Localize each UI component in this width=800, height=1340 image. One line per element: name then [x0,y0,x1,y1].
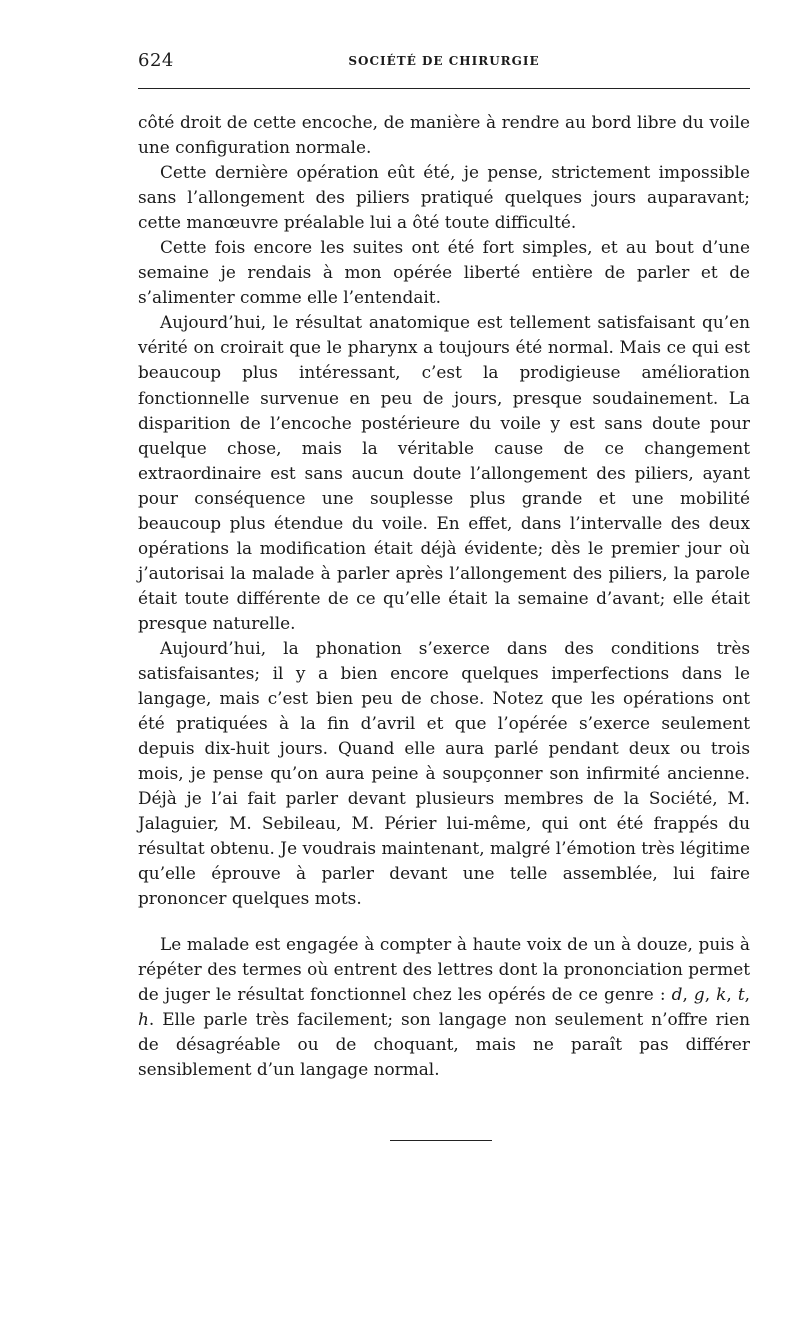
paragraph: côté droit de cette encoche, de manière à rendre au bord libre du voile une configuration normale. [138,112,750,158]
paragraph: Aujourd’hui, le résultat anatomique est tellement satisfaisant qu’en vérité on croirait que le pharynx a toujours été normal. Mais ce qui est beaucoup plus intéressant, c’est la prodigieuse amélioration fonctionnelle survenue en peu de jours, presque soudainement. La disparition de l’encoche postérieure du voile y est sans doute pour quelque chose, mais la véritable cause de ce changement extraordinaire est sans aucun doute l’allongement des piliers, ayant pour conséquence une souplesse plus grande et une mobilité beaucoup plus étendue du voile. En effet, dans l’intervalle des deux opérations la modification était déjà évidente; dès le premier jour où j’autorisai la malade à parler après l’allongement des piliers, la parole était toute différente de ce qu’elle était la semaine d’avant; elle était presque naturelle. [138,312,750,633]
paragraph: Cette fois encore les suites ont été fort simples, et au bout d’une semaine je rendais à mon opérée liberté entière de parler et de s’alimenter comme elle l’entendait. [138,237,750,308]
note-paragraph: Le malade est engagée à compter à haute voix de un à douze, puis à répéter des termes où entrent des lettres dont la prononciation permet de juger le résultat fonctionnel chez les opérés de ce genre : d, g, k, t, h. Elle parle très facilement; son langage non seulement n’offre rien de désagréable ou de choquant, mais ne paraît pas différer sensiblement d’un langage normal. [138,934,750,1080]
note-text-after: . Elle parle très facilement; son langage non seulement n’offre rien de désagréable ou de choquant, mais ne paraît pas différer sensiblement d’un langage normal. [138,1009,750,1080]
page-number: 624 [138,50,174,71]
paragraph: Aujourd’hui, la phonation s’exerce dans des conditions très satisfaisantes; il y a bien encore quelques imperfections dans le langage, mais c’est bien peu de chose. Notez que les opérations ont été pratiquées à la fin d’avril et que l’opérée s’exerce seulement depuis dix-huit jours. Quand elle aura parlé pendant deux ou trois mois, je pense qu’on aura peine à soupçonner son infirmité ancienne. Déjà je l’ai fait parler devant plusieurs membres de la Société, M. Jalaguier, M. Sebileau, M. Périer lui-même, qui ont été frappés du résultat obtenu. Je voudrais maintenant, malgré l’émotion très légitime qu’elle éprouve à parler devant une telle assemblée, lui faire prononcer quelques mots. [138,637,750,909]
paragraph: Cette dernière opération eût été, je pense, strictement impossible sans l’allongement des piliers pratiqué quelques jours auparavant; cette manœuvre préalable lui a ôté toute difficulté. [138,162,750,233]
letter-g: g [693,984,705,1005]
letter-k: k [716,984,727,1005]
running-title: SOCIÉTÉ DE CHIRURGIE [348,54,540,68]
main-text [138,110,750,912]
letter-t: t [737,984,745,1005]
letter-h: h [138,1009,149,1030]
closing-rule [390,1140,492,1141]
header-rule [138,88,750,89]
demonstration-note [138,932,750,1082]
note-text-before: Le malade est engagée à compter à haute voix de un à douze, puis à répéter des termes où entrent des lettres dont la prononciation permet de juger le résultat fonctionnel chez les opérés de ce genre : [138,934,750,1005]
letter-d: d [671,984,683,1005]
page-header [138,50,750,76]
